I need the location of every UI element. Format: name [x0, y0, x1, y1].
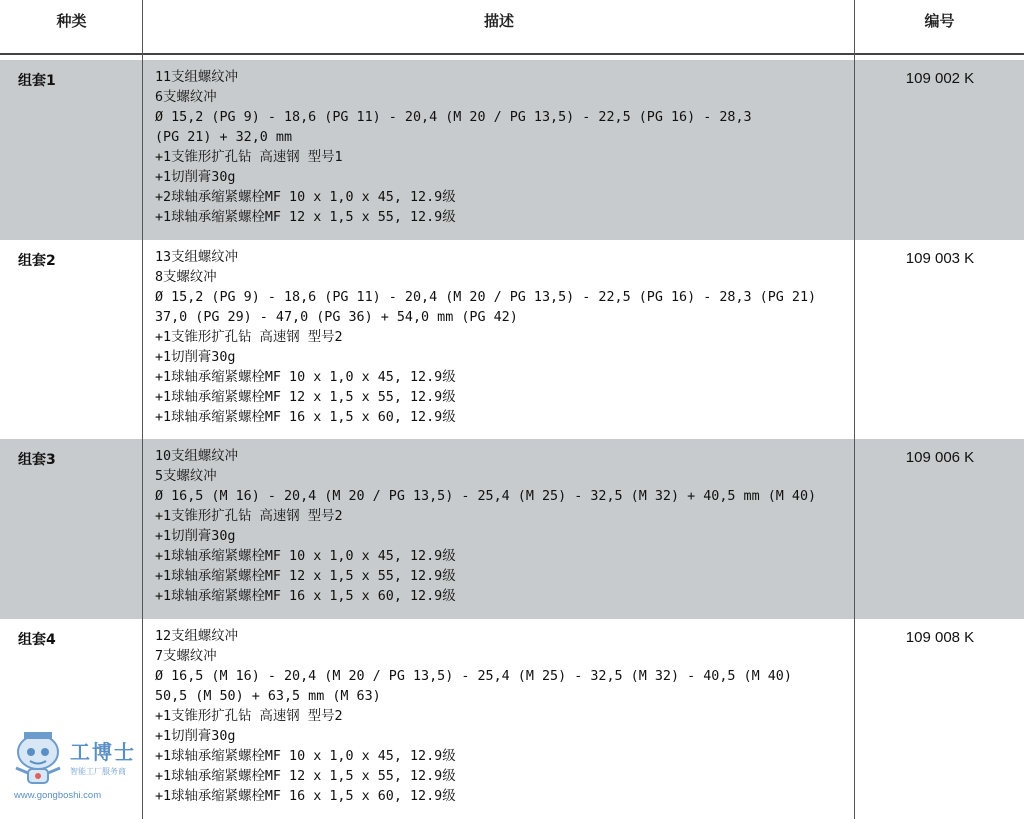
kit-description [155, 68, 845, 228]
kit-code: 109 008 K [905, 629, 975, 646]
description-line: +1支锥形扩孔钻 高速钢 型号2 [155, 509, 343, 524]
description-line: 6支螺纹冲 [155, 90, 217, 105]
kit-description [155, 627, 845, 807]
description-line: +1球轴承缩紧螺栓MF 10 x 1,0 x 45, 12.9级 [155, 549, 456, 564]
watermark-url: www.gongboshi.com [14, 790, 102, 801]
column-divider [142, 0, 143, 819]
description-line: 5支螺纹冲 [155, 469, 217, 484]
description-line: 50,5 (M 50) + 63,5 mm (M 63) [155, 689, 381, 704]
header-code: 编号 [924, 12, 955, 30]
description-line: +1球轴承缩紧螺栓MF 10 x 1,0 x 45, 12.9级 [155, 749, 456, 764]
description-line: Ø 15,2 (PG 9) - 18,6 (PG 11) - 20,4 (M 20 / PG 13,5) - 22,5 (PG 16) - 28,3 (PG 21) [155, 290, 817, 305]
table-header [0, 0, 1024, 55]
kit-name: 组套4 [18, 632, 56, 648]
description-line: +1球轴承缩紧螺栓MF 12 x 1,5 x 55, 12.9级 [155, 390, 456, 405]
description-line: +1球轴承缩紧螺栓MF 12 x 1,5 x 55, 12.9级 [155, 569, 456, 584]
description-line: 37,0 (PG 29) - 47,0 (PG 36) + 54,0 mm (PG 42) [155, 310, 518, 325]
description-line: +1球轴承缩紧螺栓MF 16 x 1,5 x 60, 12.9级 [155, 789, 456, 804]
table-row [0, 439, 1024, 619]
description-line: Ø 15,2 (PG 9) - 18,6 (PG 11) - 20,4 (M 20 / PG 13,5) - 22,5 (PG 16) - 28,3 [155, 110, 752, 125]
column-divider [854, 0, 855, 819]
watermark-brand: 工博士 [70, 740, 136, 764]
kit-description [155, 248, 845, 428]
kit-code: 109 003 K [905, 250, 975, 267]
kit-name: 组套2 [18, 253, 56, 269]
table-row [0, 240, 1024, 439]
kit-description [155, 447, 845, 607]
description-line: +1球轴承缩紧螺栓MF 10 x 1,0 x 45, 12.9级 [155, 370, 456, 385]
kit-name: 组套3 [18, 452, 56, 468]
table-row [0, 60, 1024, 240]
header-kind: 种类 [56, 12, 87, 30]
robot-mascot-icon [8, 728, 68, 790]
description-line: 12支组螺纹冲 [155, 629, 239, 644]
description-line: +1球轴承缩紧螺栓MF 16 x 1,5 x 60, 12.9级 [155, 589, 456, 604]
watermark-logo [8, 728, 148, 808]
description-line: Ø 16,5 (M 16) - 20,4 (M 20 / PG 13,5) - 25,4 (M 25) - 32,5 (M 32) + 40,5 mm (M 40) [155, 489, 817, 504]
description-line: +1切削膏30g [155, 729, 236, 744]
description-line: (PG 21) + 32,0 mm [155, 130, 293, 145]
description-line: +1切削膏30g [155, 350, 236, 365]
description-line: 13支组螺纹冲 [155, 250, 239, 265]
description-line: +1支锥形扩孔钻 高速钢 型号1 [155, 150, 343, 165]
description-line: +1切削膏30g [155, 170, 236, 185]
description-line: +1支锥形扩孔钻 高速钢 型号2 [155, 709, 343, 724]
watermark-tagline: 智能工厂服务商 [70, 767, 126, 776]
table-row [0, 619, 1024, 819]
description-line: Ø 16,5 (M 16) - 20,4 (M 20 / PG 13,5) - 25,4 (M 25) - 32,5 (M 32) - 40,5 (M 40) [155, 669, 792, 684]
kit-name: 组套1 [18, 73, 56, 89]
description-line: 10支组螺纹冲 [155, 449, 239, 464]
description-line: +2球轴承缩紧螺栓MF 10 x 1,0 x 45, 12.9级 [155, 190, 456, 205]
description-line: 11支组螺纹冲 [155, 70, 239, 85]
description-line: +1切削膏30g [155, 529, 236, 544]
description-line: +1支锥形扩孔钻 高速钢 型号2 [155, 330, 343, 345]
header-description: 描述 [483, 12, 514, 30]
description-line: +1球轴承缩紧螺栓MF 16 x 1,5 x 60, 12.9级 [155, 410, 456, 425]
kit-code: 109 006 K [905, 449, 975, 466]
description-line: +1球轴承缩紧螺栓MF 12 x 1,5 x 55, 12.9级 [155, 769, 456, 784]
description-line: 7支螺纹冲 [155, 649, 217, 664]
description-line: 8支螺纹冲 [155, 270, 217, 285]
kit-code: 109 002 K [905, 70, 975, 87]
description-line: +1球轴承缩紧螺栓MF 12 x 1,5 x 55, 12.9级 [155, 210, 456, 225]
